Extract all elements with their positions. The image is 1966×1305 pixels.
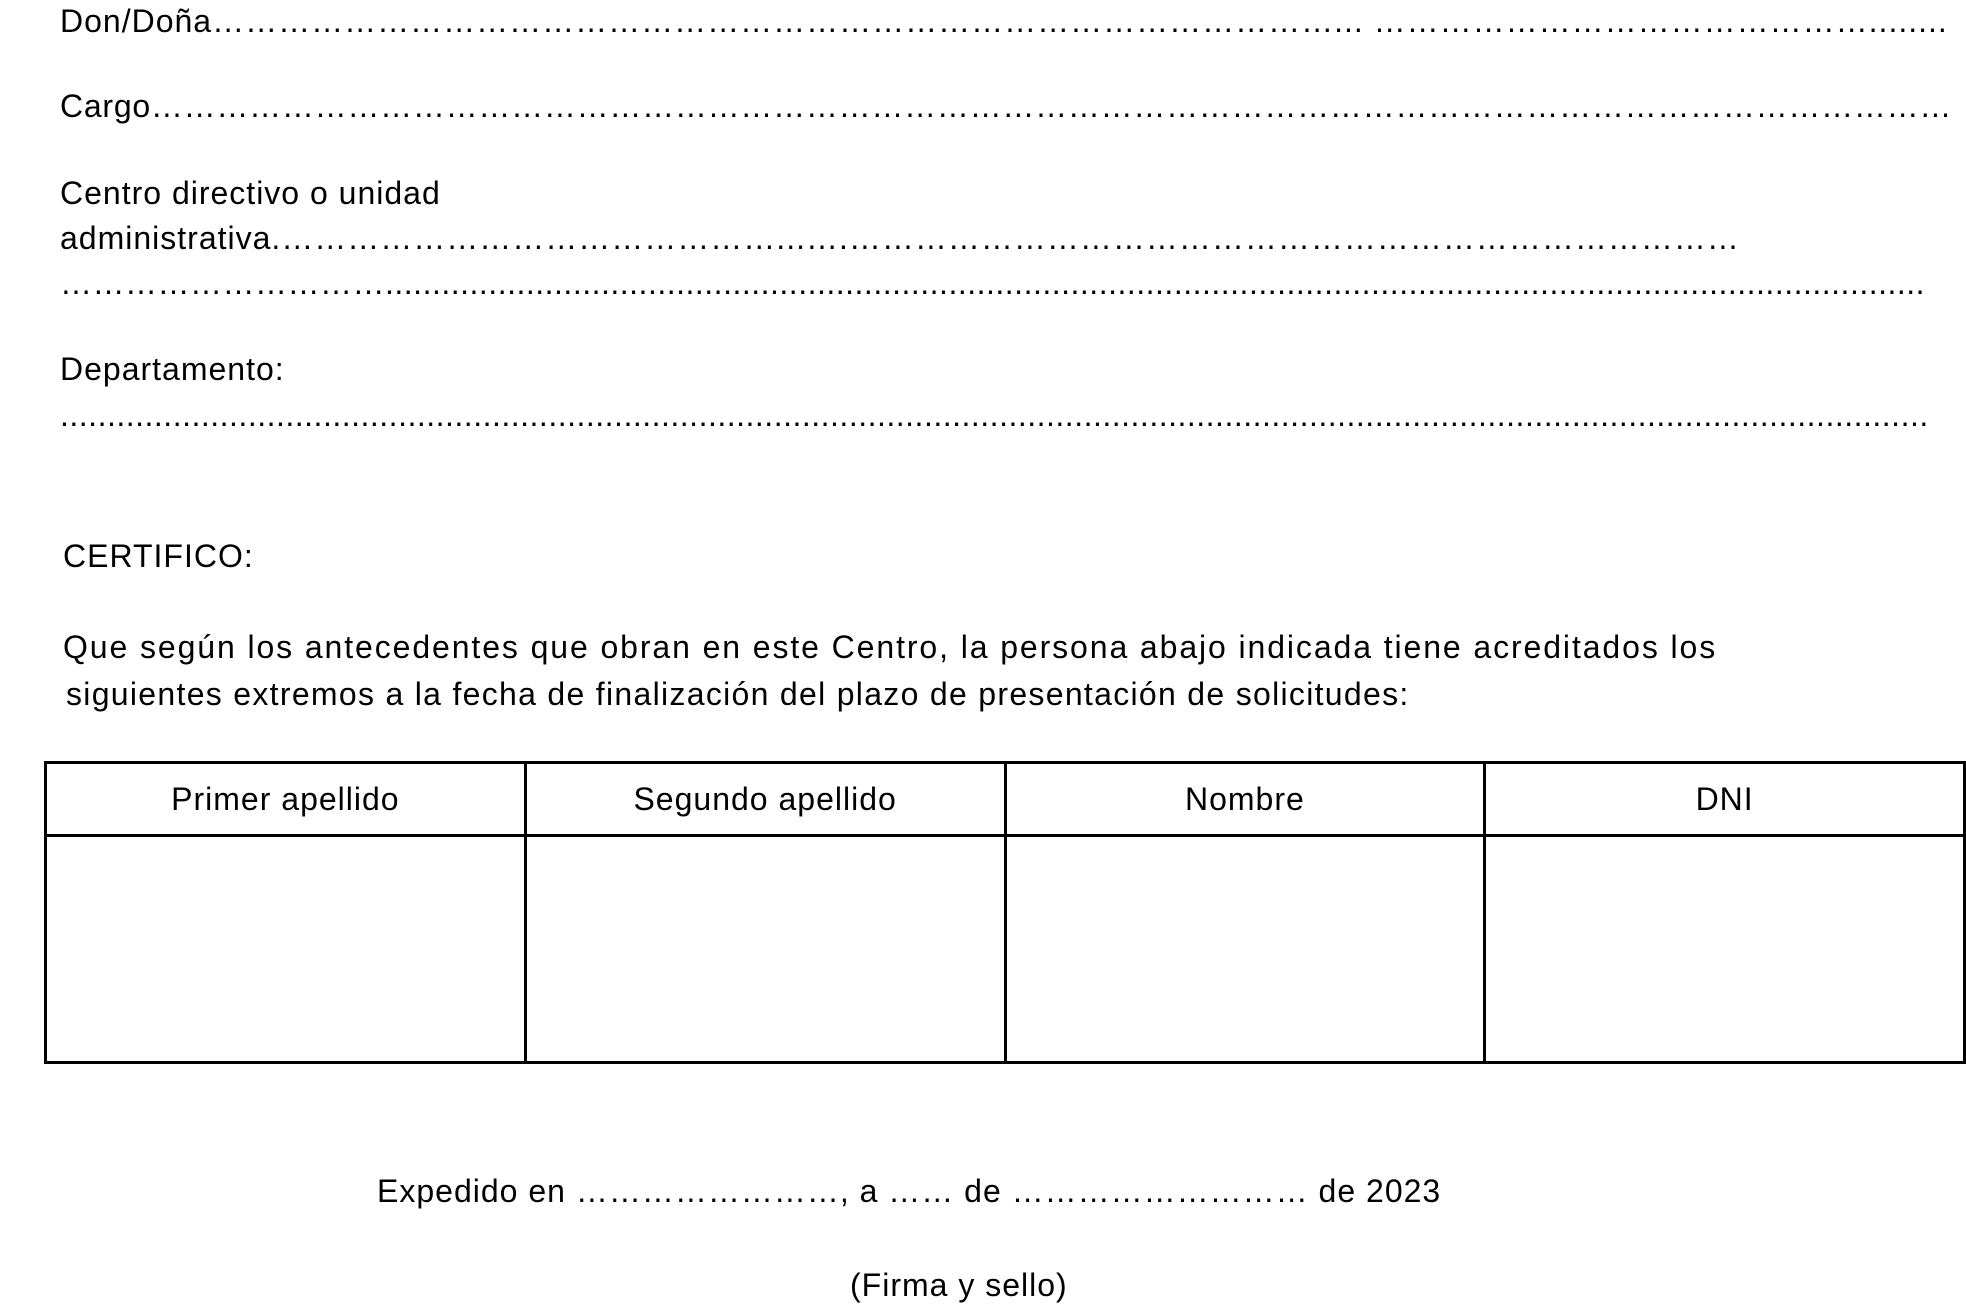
departamento-field: ....................................................................................................................................................................................................... <box>60 397 1929 433</box>
expedido-line: Expedido en ……………………, a …… de ……………………… de 2023 <box>377 1173 1442 1209</box>
cell-primer-apellido <box>46 836 526 1063</box>
table-header-row <box>46 763 1965 836</box>
header-segundo-apellido: Segundo apellido <box>525 763 1005 836</box>
header-primer-apellido: Primer apellido <box>46 763 526 836</box>
header-nombre: Nombre <box>1005 763 1485 836</box>
cell-segundo-apellido <box>525 836 1005 1063</box>
table-row <box>46 836 1965 1063</box>
cell-dni <box>1485 836 1965 1063</box>
certifico-heading: CERTIFICO: <box>63 538 254 574</box>
certificate-body-line-2: siguientes extremos a la fecha de finalización del plazo de presentación de solicitudes: <box>66 676 1410 712</box>
departamento-label: Departamento: <box>60 351 285 387</box>
don-dona-field: Don/Doña…………………………………………………………………………………………... ………………………………………........ <box>60 3 1948 39</box>
centro-directivo-label: Centro directivo o unidad <box>60 175 441 211</box>
cargo-field: Cargo………………………………………………………………………………………………………………………………………………… <box>60 88 1953 124</box>
person-data-table <box>44 761 1966 1064</box>
firma-y-sello: (Firma y sello) <box>850 1267 1068 1303</box>
cell-nombre <box>1005 836 1485 1063</box>
centro-directivo-extra-line: ………………………….................................................................................................................................................................... <box>60 265 1926 301</box>
header-dni: DNI <box>1485 763 1965 836</box>
certificate-body-line-1: Que según los antecedentes que obran en este Centro, la persona abajo indicada tiene acreditados los <box>63 629 1718 665</box>
centro-directivo-field: administrativa.………………………………………...….……………………………………………………………………… <box>60 220 1740 256</box>
